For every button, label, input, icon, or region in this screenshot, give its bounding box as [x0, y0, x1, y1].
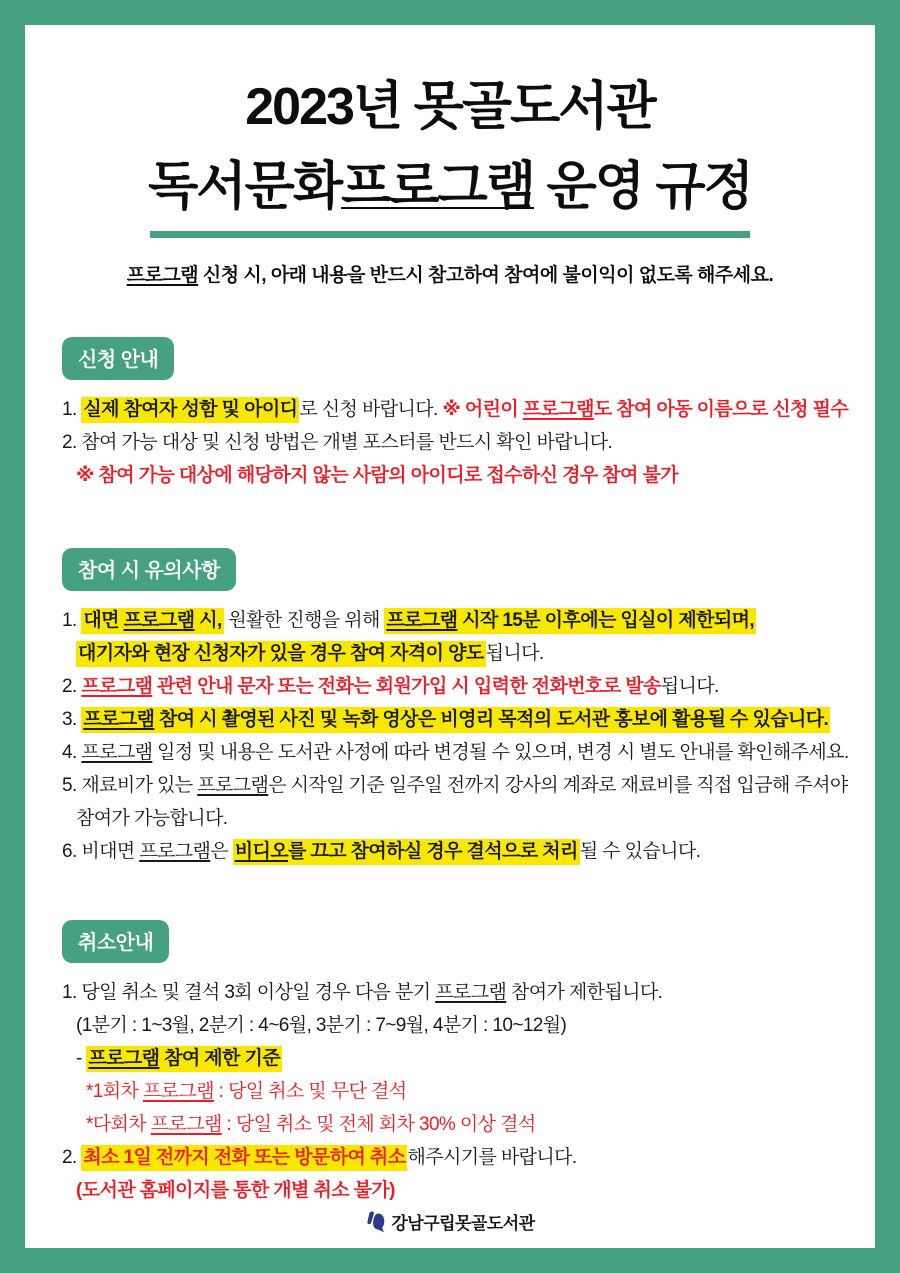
subtitle: 프로그램 신청 시, 아래 내용을 반드시 참고하여 참여에 불이익이 없도록 해주세요. [126, 265, 774, 286]
text-run: 5. 재료비가 있는 프로그램은 시작일 기준 일주일 전까지 강사의 계좌로 재료비를 직접 입금해 주셔야 [62, 775, 848, 796]
text-run: 1. [62, 399, 82, 420]
text-run: *1회차 프로그램 : 당일 취소 및 무단 결석 [86, 1081, 407, 1102]
title-line-1: 2023년 못골도서관 [245, 78, 655, 136]
text-run: 대기자와 현장 신청자가 있을 경우 참여 자격이 양도 [76, 641, 486, 667]
notice-line [62, 1042, 838, 1075]
text-run: 원활한 진행을 위해 [223, 610, 385, 631]
notice-line [62, 1009, 838, 1042]
notice-line [62, 670, 838, 703]
section-badge: 참여 시 유의사항 [62, 548, 236, 591]
notice-line [62, 1174, 838, 1207]
notice-line [62, 769, 848, 802]
notice-line [62, 736, 849, 769]
text-run: 6. 비대면 프로그램은 [62, 841, 233, 862]
text-run: 프로그램 참여 시 촬영된 사진 및 녹화 영상은 비영리 목적의 도서관 홍보에 활용될 수 있습니다. [81, 707, 830, 733]
text-run: (도서관 홈페이지를 통한 개별 취소 불가) [76, 1180, 395, 1201]
notice-line [62, 637, 838, 670]
poster-content [25, 25, 875, 1248]
section [62, 920, 838, 1207]
notice-line [62, 393, 849, 426]
text-run: ※ 참여 가능 대상에 해당하지 않는 사람의 아이디로 접수하신 경우 참여 불가 [76, 465, 678, 486]
footer [25, 1209, 875, 1234]
text-run: 2. [62, 676, 82, 697]
text-run: 최소 1일 전까지 전화 또는 방문하여 취소 [81, 1145, 407, 1171]
text-run: 2. [62, 1147, 82, 1168]
text-run: 프로그램 시작 15분 이후에는 입실이 제한되며, [384, 608, 756, 634]
section [62, 337, 849, 492]
text-run: (1분기 : 1~3월, 2분기 : 4~6월, 3분기 : 7~9월, 4분기 : 10~12월) [76, 1015, 567, 1036]
text-run: 됩니다. [660, 676, 719, 697]
library-logo-icon [365, 1210, 386, 1233]
library-name: 강남구립못골도서관 [391, 1214, 535, 1233]
text-run: 실제 참여자 성함 및 아이디 [81, 397, 299, 423]
text-run: 해주시기를 바랍니다. [407, 1147, 577, 1168]
sections-container [25, 337, 875, 1207]
text-run: 프로그램 관련 안내 문자 또는 전화는 회원가입 시 입력한 전화번호로 발송 [81, 676, 661, 697]
text-run: 2. 참여 가능 대상 및 신청 방법은 개별 포스터를 반드시 확인 바랍니다. [62, 432, 613, 453]
notice-line [62, 604, 838, 637]
notice-line [62, 1108, 838, 1141]
text-run: 3. [62, 709, 82, 730]
text-run: 로 신청 바랍니다. [299, 399, 443, 420]
text-run: 1. 당일 취소 및 결석 3회 이상일 경우 다음 분기 프로그램 참여가 제한됩니다. [62, 982, 663, 1003]
notice-line [62, 835, 838, 868]
notice-line [62, 426, 838, 459]
notice-line [62, 1141, 838, 1174]
text-run: 4. 프로그램 일정 및 내용은 도서관 사정에 따라 변경될 수 있으며, 변경 시 별도 안내를 확인해주세요. [62, 742, 849, 763]
title-line-2: 독서문화프로그램 운영 규정 [148, 158, 752, 216]
page-title [25, 67, 875, 227]
text-run: 비디오를 끄고 참여하실 경우 결석으로 처리 [233, 839, 580, 865]
text-run: - [76, 1048, 87, 1069]
notice-line [62, 802, 838, 835]
text-run: 1. [62, 610, 82, 631]
title-divider [150, 231, 750, 238]
text-run: *다회차 프로그램 : 당일 취소 및 전체 회차 30% 이상 결석 [86, 1114, 536, 1135]
text-run: 대면 프로그램 시, [81, 608, 223, 634]
text-run: 됩니다. [485, 643, 544, 664]
text-run: ※ 어린이 프로그램도 참여 아동 이름으로 신청 필수 [442, 399, 849, 420]
notice-line [62, 1075, 838, 1108]
notice-line [62, 976, 838, 1009]
notice-line [62, 459, 838, 492]
text-run: 참여가 가능합니다. [76, 808, 228, 829]
text-run: 프로그램 참여 제한 기준 [86, 1046, 282, 1072]
section [62, 548, 849, 868]
section-badge: 취소안내 [62, 920, 169, 963]
notice-line [62, 703, 838, 736]
section-badge: 신청 안내 [62, 337, 174, 380]
text-run: 될 수 있습니다. [579, 841, 701, 862]
